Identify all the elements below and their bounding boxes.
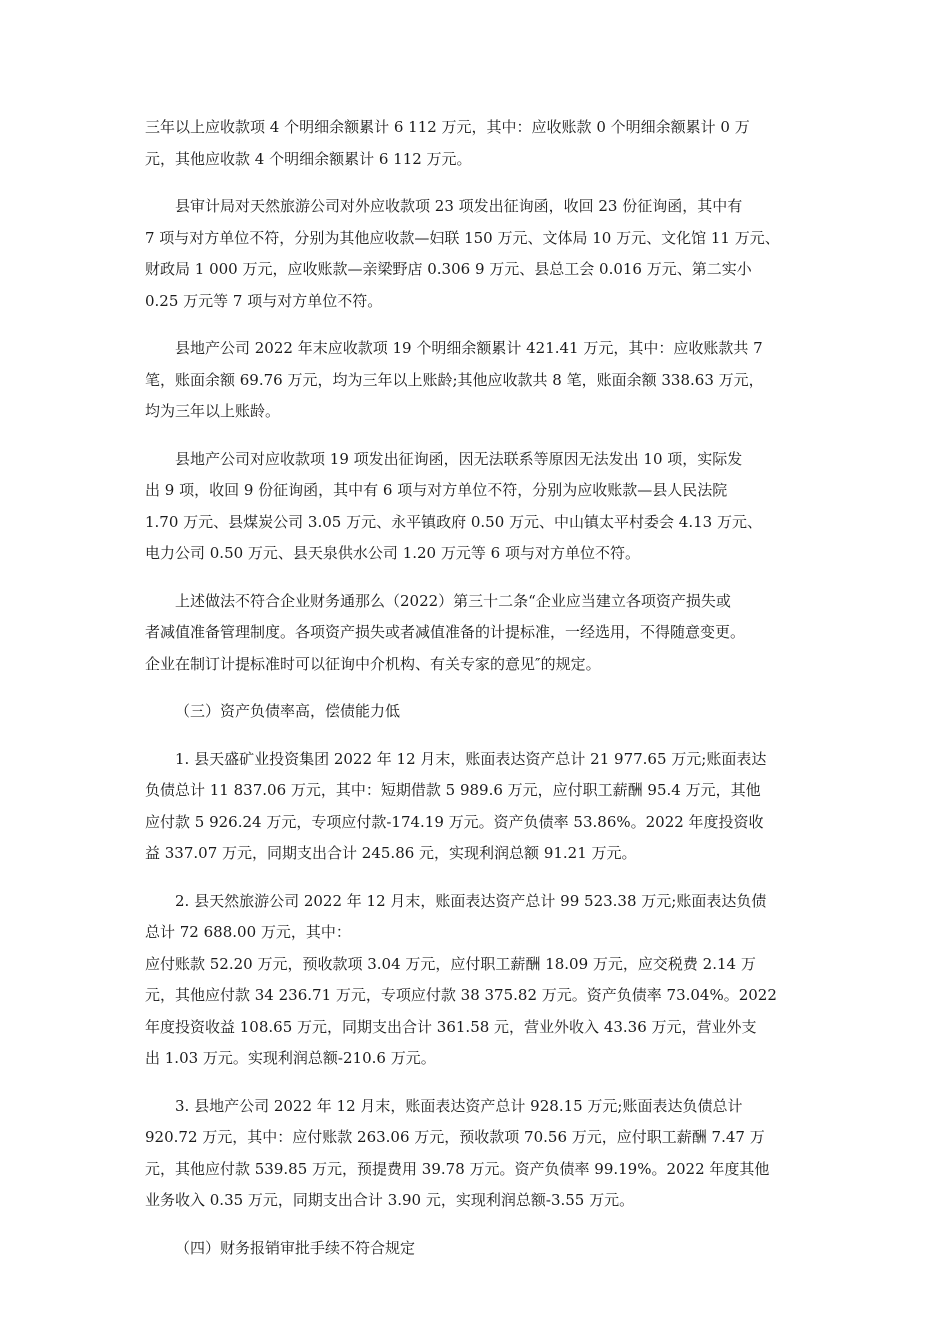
text-line: 应付款 5 926.24 万元，专项应付款-174.19 万元。资产负债率 53.86%。2022 年度投资收 — [145, 812, 764, 831]
text-line: 县地产公司对应收款项 19 项发出征询函，因无法联系等原因无法发出 10 项，实际发 — [175, 449, 743, 468]
text-line: 财政局 1 000 万元，应收账款—亲梁野店 0.306 9 万元、县总工会 0.016 万元、第二实小 — [145, 260, 752, 278]
section-heading: （三）资产负债率高，偿债能力低 — [175, 702, 401, 720]
text-line: 县审计局对天然旅游公司对外应收款项 23 项发出征询函，收回 23 份征询函，其中有 — [175, 197, 743, 215]
text-line: 者减值准备管理制度。各项资产损失或者减值准备的计提标准，一经选用，不得随意变更。 — [145, 623, 746, 641]
text-line: 元，其他应付款 34 236.71 万元，专项应付款 38 375.82 万元。资产负债率 73.04%。2022 — [145, 986, 777, 1004]
text-line: 电力公司 0.50 万元、县天泉供水公司 1.20 万元等 6 项与对方单位不符。 — [145, 544, 640, 562]
paragraph — [145, 112, 815, 175]
section-heading: （四）财务报销审批手续不符合规定 — [175, 1238, 416, 1257]
text-line: 元，其他应收款 4 个明细余额累计 6 112 万元。 — [145, 149, 472, 168]
text-line: 县地产公司 2022 年末应收款项 19 个明细余额累计 421.41 万元，其中：应收账款共 7 — [175, 339, 763, 357]
paragraph — [145, 886, 815, 1075]
text-line: 920.72 万元，其中：应付账款 263.06 万元，预收款项 70.56 万元，应付职工薪酬 7.47 万 — [145, 1128, 765, 1146]
text-line: 0.25 万元等 7 项与对方单位不符。 — [145, 291, 383, 310]
text-line: 1.70 万元、县煤炭公司 3.05 万元、永平镇政府 0.50 万元、中山镇太平村委会 4.13 万元、 — [145, 512, 762, 531]
paragraph — [145, 586, 815, 681]
paragraph — [145, 333, 815, 428]
text-line: 企业在制订计提标准时可以征询中介机构、有关专家的意见″的规定。 — [145, 654, 601, 673]
paragraph — [145, 1091, 815, 1217]
text-line: 元，其他应付款 539.85 万元，预提费用 39.78 万元。资产负债率 99.19%。2022 年度其他 — [145, 1159, 770, 1178]
text-line: 业务收入 0.35 万元，同期支出合计 3.90 元，实现利润总额-3.55 万元。 — [145, 1191, 635, 1209]
text-line: 三年以上应收款项 4 个明细余额累计 6 112 万元，其中：应收账款 0 个明细余额累计 0 万 — [145, 118, 750, 136]
paragraph — [145, 744, 815, 870]
paragraph — [145, 191, 815, 317]
document-page — [145, 112, 815, 1280]
text-line: 负债总计 11 837.06 万元，其中：短期借款 5 989.6 万元，应付职工薪酬 95.4 万元，其他 — [145, 781, 761, 799]
paragraph — [145, 444, 815, 570]
text-line: 益 337.07 万元，同期支出合计 245.86 元，实现利润总额 91.21 万元。 — [145, 844, 637, 862]
text-line: 总计 72 688.00 万元，其中： — [145, 923, 351, 941]
text-line: 出 9 项，收回 9 份征询函，其中有 6 项与对方单位不符，分别为应收账款—县人民法院 — [145, 481, 728, 499]
text-line: 2. 县天然旅游公司 2022 年 12 月末，账面表达资产总计 99 523.38 万元;账面表达负债 — [175, 891, 767, 910]
text-line: 出 1.03 万元。实现利润总额-210.6 万元。 — [145, 1049, 436, 1067]
text-line: 年度投资收益 108.65 万元，同期支出合计 361.58 元，营业外收入 43.36 万元，营业外支 — [145, 1017, 757, 1036]
text-line: 应付账款 52.20 万元，预收款项 3.04 万元，应付职工薪酬 18.09 万元，应交税费 2.14 万 — [145, 954, 756, 973]
text-line: 上述做法不符合企业财务通那么（2022）第三十二条“企业应当建立各项资产损失或 — [175, 591, 731, 610]
text-line: 均为三年以上账龄。 — [145, 402, 281, 420]
text-line: 笔，账面余额 69.76 万元，均为三年以上账龄;其他应收款共 8 笔，账面余额 338.63 万元， — [145, 370, 764, 389]
text-line: 3. 县地产公司 2022 年 12 月末，账面表达资产总计 928.15 万元;账面表达负债总计 — [175, 1096, 743, 1115]
text-line: 7 项与对方单位不符，分别为其他应收款—妇联 150 万元、文体局 10 万元、文化馆 11 万元、 — [145, 228, 780, 247]
text-line: 1. 县天盛矿业投资集团 2022 年 12 月末，账面表达资产总计 21 977.65 万元;账面表达 — [175, 749, 767, 768]
